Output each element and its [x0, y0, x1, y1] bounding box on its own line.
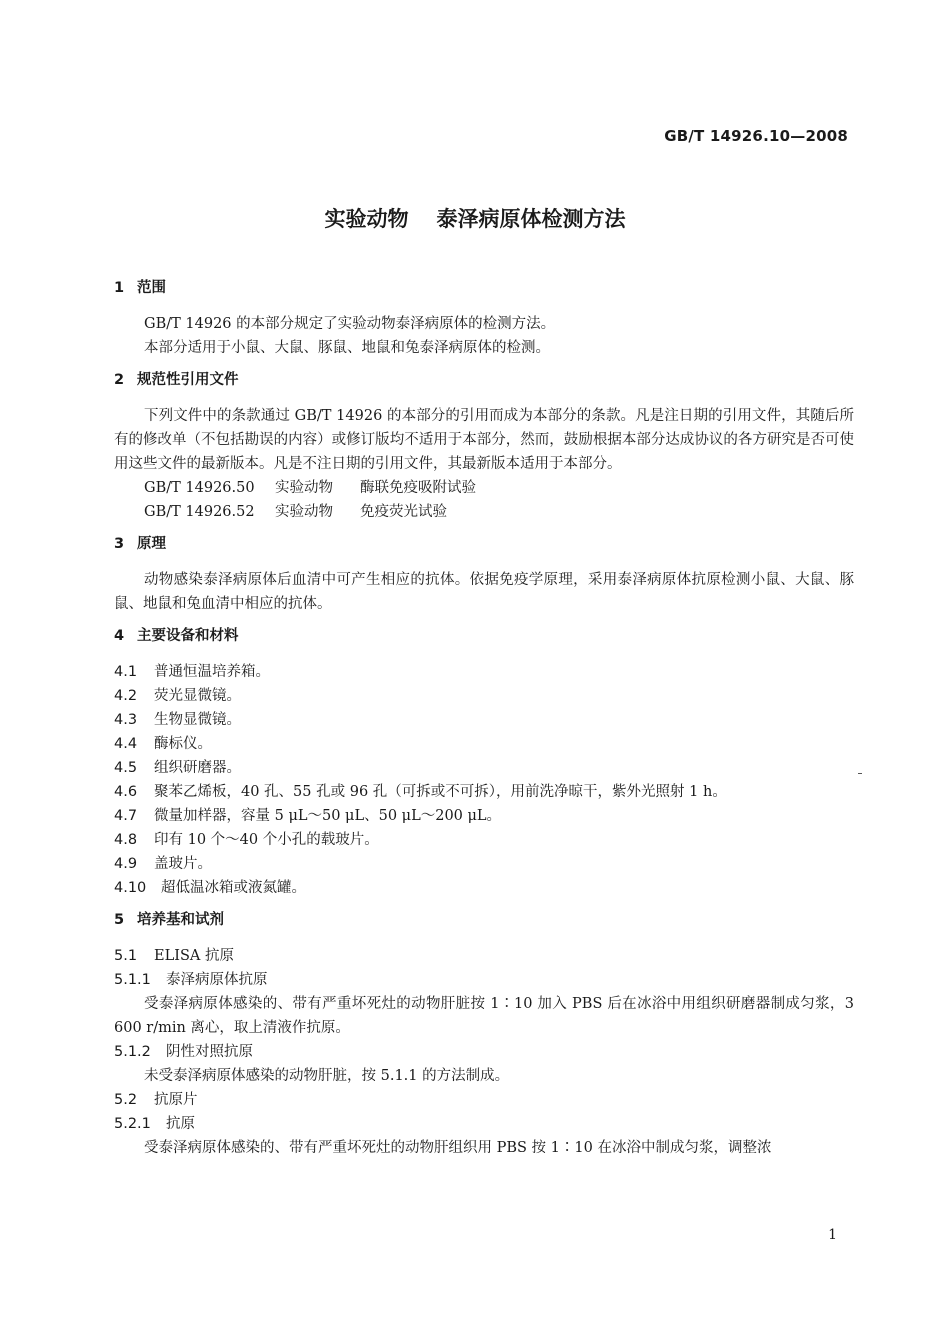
- section-heading-3: 3 原理: [114, 536, 166, 552]
- section-heading-5: 5 培养基和试剂: [114, 912, 224, 928]
- page-number: 1: [828, 1227, 837, 1243]
- scan-mark: [858, 773, 862, 774]
- paragraph: 本部分适用于小鼠、大鼠、豚鼠、地鼠和兔泰泽病原体的检测。: [144, 340, 550, 356]
- paragraph: 受泰泽病原体感染的、带有严重坏死灶的动物肝组织用 PBS 按 1∶10 在冰浴中制成匀浆，调整浓: [144, 1140, 772, 1156]
- list-item: 4.3 生物显微镜。: [114, 712, 241, 728]
- subsection-heading: 5.1.1 泰泽病原体抗原: [114, 972, 268, 988]
- paragraph: 受泰泽病原体感染的、带有严重坏死灶的动物肝脏按 1∶10 加入 PBS 后在冰浴中用组织研磨器制成匀浆，3 600 r/min 离心，取上清液作抗原。: [114, 996, 854, 1036]
- title-part2: 泰泽病原体检测方法: [436, 207, 626, 231]
- section-heading-1: 1 范围: [114, 280, 166, 296]
- list-item: 4.10 超低温冰箱或液氮罐。: [114, 880, 306, 896]
- list-item: 4.5 组织研磨器。: [114, 760, 241, 776]
- list-item: 4.8 印有 10 个～40 个小孔的载玻片。: [114, 832, 379, 848]
- subsection-heading: 5.2 抗原片: [114, 1092, 198, 1108]
- list-item: 4.4 酶标仪。: [114, 736, 212, 752]
- list-item: 4.6 聚苯乙烯板，40 孔、55 孔或 96 孔（可拆或不可拆），用前洗净晾干，紫外光照射 1 h。: [114, 784, 727, 800]
- standard-code: GB/T 14926.10—2008: [664, 127, 848, 145]
- document-body: [114, 276, 854, 1160]
- document-title: [0, 203, 950, 233]
- list-item: 4.9 盖玻片。: [114, 856, 212, 872]
- paragraph: 下列文件中的条款通过 GB/T 14926 的本部分的引用而成为本部分的条款。凡是注日期的引用文件，其随后所有的修改单（不包括勘误的内容）或修订版均不适用于本部分，然而，鼓励根据本部分达成协议的各方研究是否可使用这些文件的最新版本。凡是不注日期的引用文件，其最新版本适用于本部分。: [114, 408, 854, 472]
- paragraph: GB/T 14926 的本部分规定了实验动物泰泽病原体的检测方法。: [144, 316, 556, 332]
- section-heading-2: 2 规范性引用文件: [114, 372, 239, 388]
- subsection-heading: 5.2.1 抗原: [114, 1116, 195, 1132]
- subsection-heading: 5.1 ELISA 抗原: [114, 948, 234, 964]
- subsection-heading: 5.1.2 阴性对照抗原: [114, 1044, 253, 1060]
- title-part1: 实验动物: [324, 207, 409, 231]
- reference-item: GB/T 14926.52 实验动物 免疫荧光试验: [144, 504, 447, 520]
- list-item: 4.2 荧光显微镜。: [114, 688, 241, 704]
- list-item: 4.1 普通恒温培养箱。: [114, 664, 270, 680]
- paragraph: 动物感染泰泽病原体后血清中可产生相应的抗体。依据免疫学原理，采用泰泽病原体抗原检测小鼠、大鼠、豚鼠、地鼠和兔血清中相应的抗体。: [114, 572, 854, 612]
- list-item: 4.7 微量加样器，容量 5 μL～50 μL、50 μL～200 μL。: [114, 808, 502, 824]
- paragraph: 未受泰泽病原体感染的动物肝脏，按 5.1.1 的方法制成。: [144, 1068, 510, 1084]
- reference-item: GB/T 14926.50 实验动物 酶联免疫吸附试验: [144, 480, 476, 496]
- section-heading-4: 4 主要设备和材料: [114, 628, 239, 644]
